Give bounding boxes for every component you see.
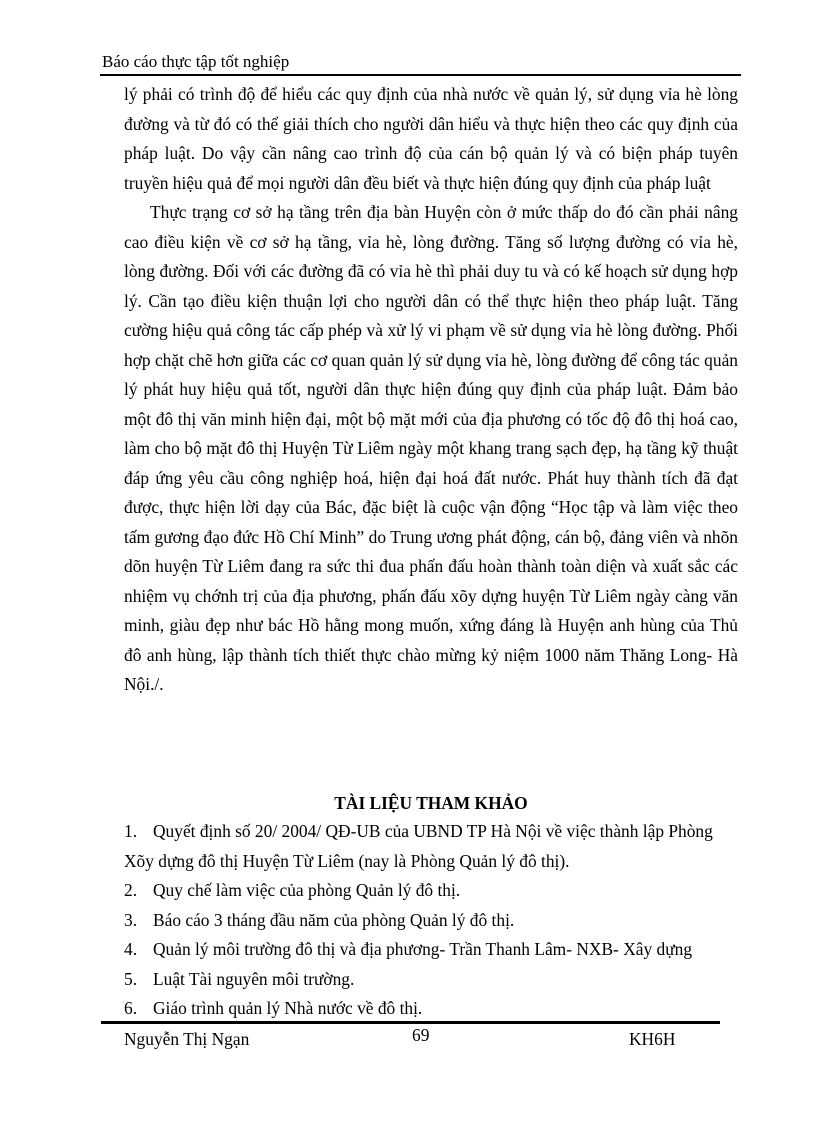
reference-text: Luật Tài nguyên môi trường. [153, 968, 355, 989]
reference-item [124, 935, 738, 965]
footer-author: Nguyễn Thị Ngạn [124, 1029, 250, 1049]
reference-text: Quy chế làm việc của phòng Quản lý đô thị. [153, 880, 461, 900]
references-title: TÀI LIỆU THAM KHẢO [334, 793, 528, 813]
reference-item [124, 876, 738, 906]
paragraph-2: Thực trạng cơ sở hạ tầng trên địa bàn Huyện còn ở mức thấp do đó cần phải nâng cao điều kiện về cơ sở hạ tầng, vỉa hè, lòng đường. Tăng số lượng đường có vỉa hè, lòng đường. Đối với các đường đã có vỉa hè thì phải duy tu và có kế hoạch sử dụng hợp lý. Cần tạo điều kiện thuận lợi cho người dân có thể thực hiện theo pháp luật. Tăng cường hiệu quả công tác cấp phép và xử lý vi phạm về sử dụng vỉa hè lòng đường. Phối hợp chặt chẽ hơn giữa các cơ quan quản lý sử dụng vỉa hè, lòng đường để công tác quản lý phát huy hiệu quả tốt, người dân thực hiện đúng quy định của pháp luật. Đảm bảo một đô thị văn minh hiện đại, một bộ mặt mới của địa phương có tốc độ đô thị hoá cao, làm cho bộ mặt đô thị Huyện Từ Liêm ngày một khang trang sạch đẹp, hạ tầng kỹ thuật đáp ứng yêu cầu công nghiệp hoá, hiện đại hoá đất nước. Phát huy thành tích đã đạt được, thực hiện lời dạy của Bác, đặc biệt là cuộc vận động “Học tập và làm việc theo tấm gương đạo đức Hồ Chí Minh” do Trung ương phát động, cán bộ, đảng viên và nhõn dõn huyện Từ Liêm đang ra sức thi đua phấn đấu hoàn thành toàn diện và xuất sắc các nhiệm vụ chớnh trị của địa phương, phấn đấu xõy dựng huyện Từ Liêm ngày càng văn minh, giàu đẹp như bác Hồ hằng mong muốn, xứng đáng là Huyện anh hùng của Thủ đô anh hùng, lập thành tích thiết thực chào mừng kỷ niệm 1000 năm Thăng Long- Hà Nội./. [124, 202, 738, 694]
reference-item [124, 906, 738, 936]
reference-text-continuation: Xõy dựng đô thị Huyện Từ Liêm (nay là Phòng Quản lý đô thị). [124, 850, 570, 871]
reference-number: 3. [124, 909, 138, 930]
reference-number: 5. [124, 968, 138, 989]
reference-item [124, 965, 738, 995]
paragraph-1: lý phải có trình độ để hiểu các quy định của nhà nước về quản lý, sử dụng vỉa hè lòng đường và từ đó có thể giải thích cho người dân hiểu và thực hiện theo các quy định của pháp luật. Do vậy cần nâng cao trình độ của cán bộ quản lý và có biện pháp tuyên truyền hiệu quả để mọi người dân đều biết và thực hiện đúng quy định của pháp luật [124, 84, 738, 193]
reference-number: 1. [124, 821, 138, 841]
reference-item [124, 817, 738, 876]
reference-text: Quản lý môi trường đô thị và địa phương- Trần Thanh Lâm- NXB- Xây dựng [153, 939, 693, 959]
reference-number: 4. [124, 939, 138, 959]
reference-number: 2. [124, 880, 138, 900]
header-divider [100, 74, 741, 76]
reference-item [124, 994, 738, 1024]
reference-text: Giáo trình quản lý Nhà nước về đô thị. [153, 998, 423, 1018]
header-title: Báo cáo thực tập tốt nghiệp [102, 52, 290, 71]
page-number: 69 [412, 1025, 430, 1045]
footer-class-code: KH6H [629, 1029, 676, 1049]
reference-text: Quyết định số 20/ 2004/ QĐ-UB của UBND TP Hà Nội về việc thành lập Phòng [153, 821, 713, 841]
footer-divider [101, 1021, 720, 1024]
body-text [124, 80, 738, 700]
reference-text: Báo cáo 3 tháng đầu năm của phòng Quản lý đô thị. [153, 909, 515, 930]
reference-number: 6. [124, 998, 138, 1018]
references-list [124, 817, 738, 1024]
